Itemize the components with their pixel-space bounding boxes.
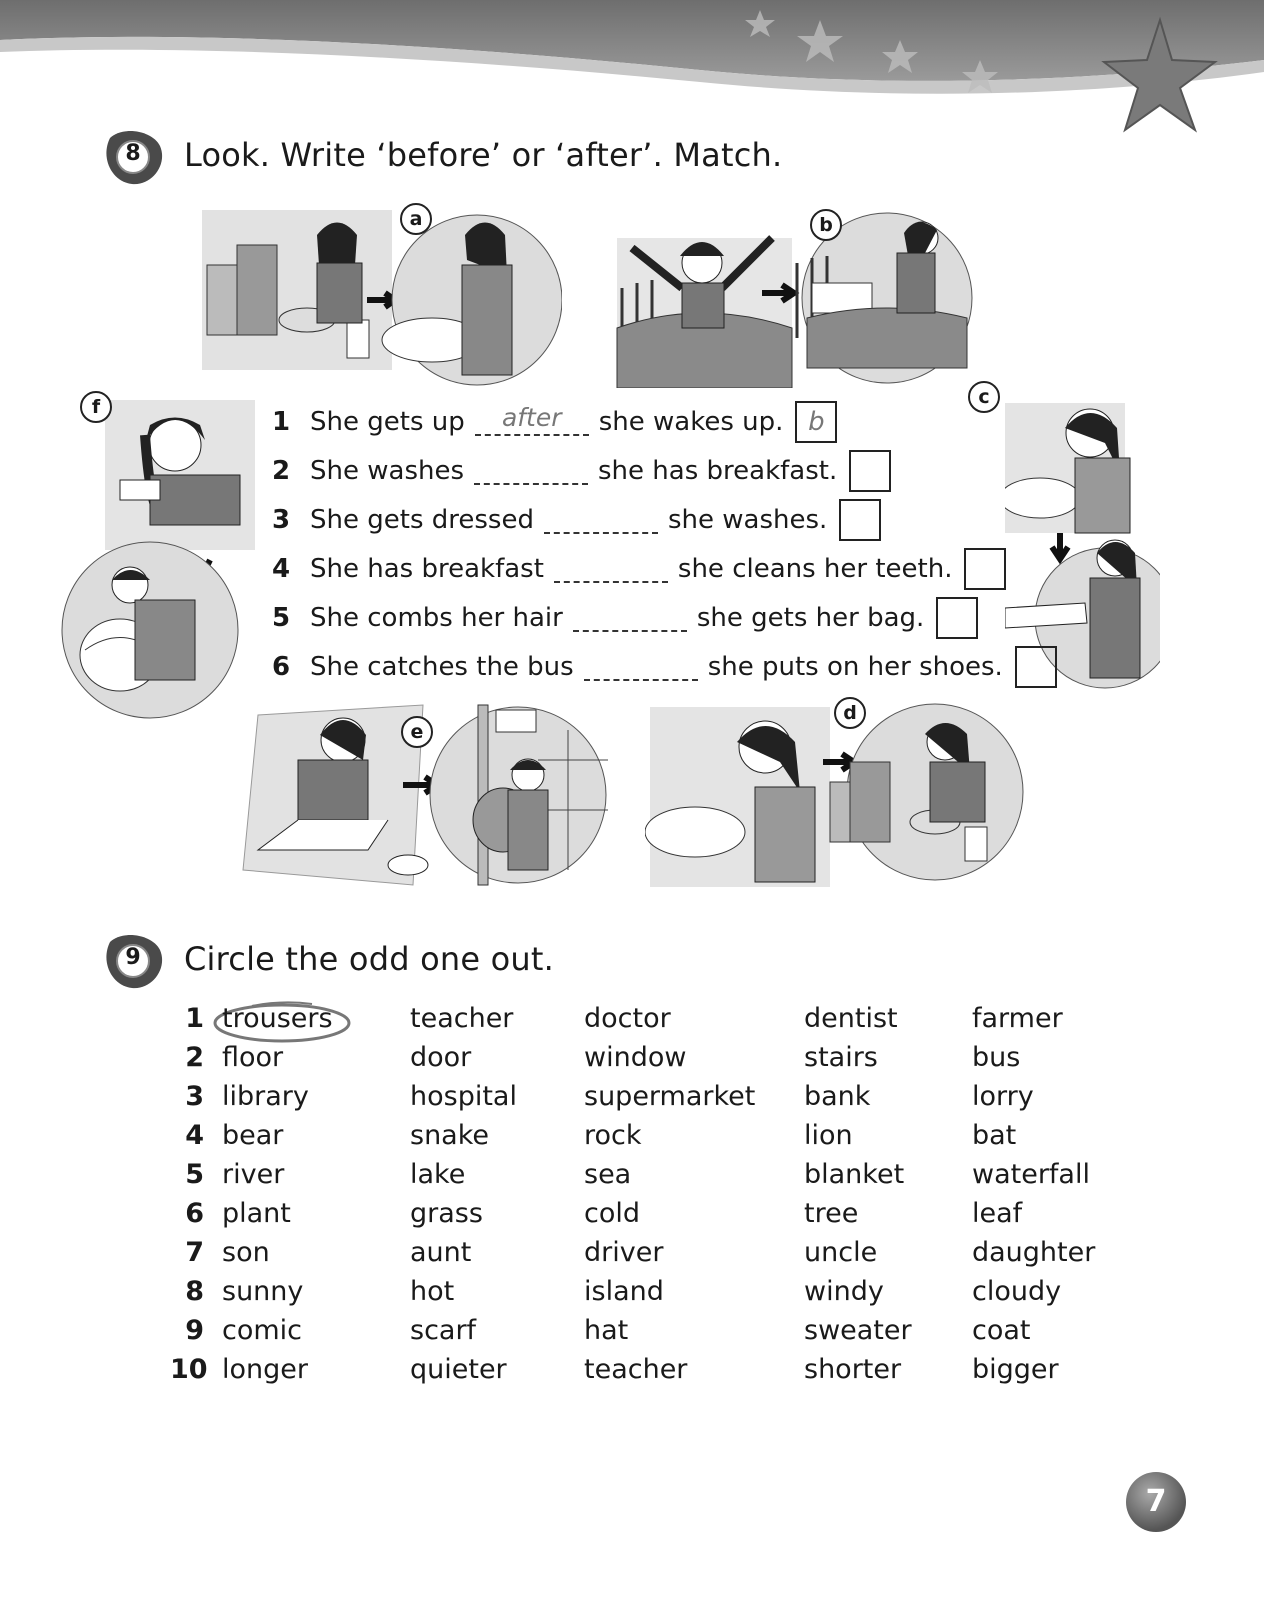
exercise-9-title: Circle the odd one out. <box>184 940 554 978</box>
exercise-8-title: Look. Write ‘before’ or ‘after’. Match. <box>184 136 783 174</box>
word-option[interactable]: tree <box>804 1198 859 1229</box>
exercise-8-number: 8 <box>125 141 141 166</box>
word-option[interactable]: bus <box>972 1042 1021 1073</box>
picture-a-label: a <box>400 203 432 235</box>
row-number: 7 <box>185 1237 204 1268</box>
word-option[interactable]: uncle <box>804 1237 878 1268</box>
sentence-row <box>272 598 978 638</box>
sentence-end: she has breakfast. <box>598 456 838 486</box>
word-option[interactable]: scarf <box>410 1315 477 1346</box>
picture-e-label: e <box>401 716 433 748</box>
word-option[interactable]: bank <box>804 1081 871 1112</box>
word-option[interactable]: floor <box>222 1042 284 1073</box>
page-number: 7 <box>1126 1472 1186 1532</box>
word-option[interactable]: lion <box>804 1120 853 1151</box>
word-option[interactable]: shorter <box>804 1354 902 1385</box>
row-number: 4 <box>185 1120 204 1151</box>
sentence-row <box>272 647 1057 687</box>
row-number: 9 <box>185 1315 204 1346</box>
word-option[interactable]: sea <box>584 1159 632 1190</box>
sentence-row <box>272 549 1006 589</box>
word-option[interactable]: bear <box>222 1120 284 1151</box>
match-box[interactable] <box>839 499 881 541</box>
sentence-start: She combs her hair <box>310 603 563 633</box>
word-option[interactable]: grass <box>410 1198 483 1229</box>
match-box[interactable] <box>849 450 891 492</box>
picture-f <box>60 395 255 720</box>
word-option[interactable]: teacher <box>584 1354 688 1385</box>
word-option[interactable]: doctor <box>584 1003 671 1034</box>
word-option[interactable]: river <box>222 1159 285 1190</box>
sentence-number: 4 <box>272 554 291 584</box>
match-box[interactable] <box>936 597 978 639</box>
answer-text: after <box>501 403 562 432</box>
word-option[interactable]: hot <box>410 1276 455 1307</box>
answer-blank[interactable] <box>584 653 698 681</box>
sentence-end: she cleans her teeth. <box>677 554 953 584</box>
row-number: 10 <box>170 1354 208 1385</box>
word-option[interactable]: cold <box>584 1198 641 1229</box>
sentence-row <box>272 451 891 491</box>
word-option[interactable]: longer <box>222 1354 308 1385</box>
word-option[interactable]: blanket <box>804 1159 905 1190</box>
match-box[interactable] <box>964 548 1006 590</box>
sentence-number: 1 <box>272 407 291 437</box>
word-option[interactable]: snake <box>410 1120 490 1151</box>
sentence-start: She washes <box>310 456 465 486</box>
word-option[interactable]: driver <box>584 1237 664 1268</box>
word-option[interactable]: teacher <box>410 1003 514 1034</box>
word-option[interactable]: island <box>584 1276 664 1307</box>
row-number: 5 <box>185 1159 204 1190</box>
picture-b-label: b <box>810 209 842 241</box>
word-option[interactable]: stairs <box>804 1042 878 1073</box>
word-option[interactable]: farmer <box>972 1003 1063 1034</box>
row-number: 8 <box>185 1276 204 1307</box>
sentence-row <box>272 402 837 442</box>
row-number: 1 <box>185 1003 204 1034</box>
word-option[interactable]: quieter <box>410 1354 507 1385</box>
answer-blank[interactable] <box>475 403 589 436</box>
word-option[interactable]: lorry <box>972 1081 1034 1112</box>
picture-d <box>645 702 1025 887</box>
word-option[interactable]: waterfall <box>972 1159 1090 1190</box>
match-box[interactable] <box>1015 646 1057 688</box>
sentence-number: 2 <box>272 456 291 486</box>
word-option[interactable]: hat <box>584 1315 629 1346</box>
sentence-start: She catches the bus <box>310 652 574 682</box>
word-option[interactable]: daughter <box>972 1237 1096 1268</box>
sentence-end: she washes. <box>667 505 828 535</box>
word-option[interactable]: sunny <box>222 1276 304 1307</box>
answer-blank[interactable] <box>554 555 668 583</box>
word-option[interactable]: coat <box>972 1315 1031 1346</box>
word-option[interactable]: door <box>410 1042 472 1073</box>
word-option[interactable]: library <box>222 1081 309 1112</box>
row-number: 6 <box>185 1198 204 1229</box>
word-option[interactable]: lake <box>410 1159 466 1190</box>
match-box[interactable]: b <box>795 401 837 443</box>
word-option[interactable]: windy <box>804 1276 884 1307</box>
sentence-end: she puts on her shoes. <box>707 652 1003 682</box>
sentence-row <box>272 500 881 540</box>
exercise-9-number: 9 <box>125 945 141 970</box>
word-option[interactable]: rock <box>584 1120 642 1151</box>
sentence-start: She gets dressed <box>310 505 534 535</box>
word-option[interactable]: aunt <box>410 1237 472 1268</box>
word-option[interactable]: supermarket <box>584 1081 756 1112</box>
word-option[interactable]: comic <box>222 1315 303 1346</box>
picture-b <box>612 208 977 388</box>
word-option[interactable]: dentist <box>804 1003 898 1034</box>
sentence-end: she gets her bag. <box>696 603 925 633</box>
sentence-number: 3 <box>272 505 291 535</box>
word-option[interactable]: window <box>584 1042 687 1073</box>
word-option[interactable]: sweater <box>804 1315 912 1346</box>
word-option[interactable]: plant <box>222 1198 291 1229</box>
row-number: 3 <box>185 1081 204 1112</box>
picture-c-label: c <box>968 381 1000 413</box>
picture-f-label: f <box>80 391 112 423</box>
word-option[interactable]: hospital <box>410 1081 517 1112</box>
word-option[interactable]: bigger <box>972 1354 1059 1385</box>
sentence-start: She has breakfast <box>310 554 544 584</box>
answer-blank[interactable] <box>474 457 588 485</box>
row-number: 2 <box>185 1042 204 1073</box>
answer-blank[interactable] <box>544 506 658 534</box>
sentence-number: 5 <box>272 603 291 633</box>
word-option[interactable]: bat <box>972 1120 1017 1151</box>
picture-a <box>197 205 562 387</box>
sentence-number: 6 <box>272 652 291 682</box>
sentence-start: She gets up <box>310 407 465 437</box>
word-option[interactable]: trousers <box>222 1003 333 1034</box>
picture-d-label: d <box>834 697 866 729</box>
answer-blank[interactable] <box>573 604 687 632</box>
word-option[interactable]: son <box>222 1237 270 1268</box>
sentence-end: she wakes up. <box>598 407 784 437</box>
word-option[interactable]: leaf <box>972 1198 1023 1229</box>
word-option[interactable]: cloudy <box>972 1276 1062 1307</box>
